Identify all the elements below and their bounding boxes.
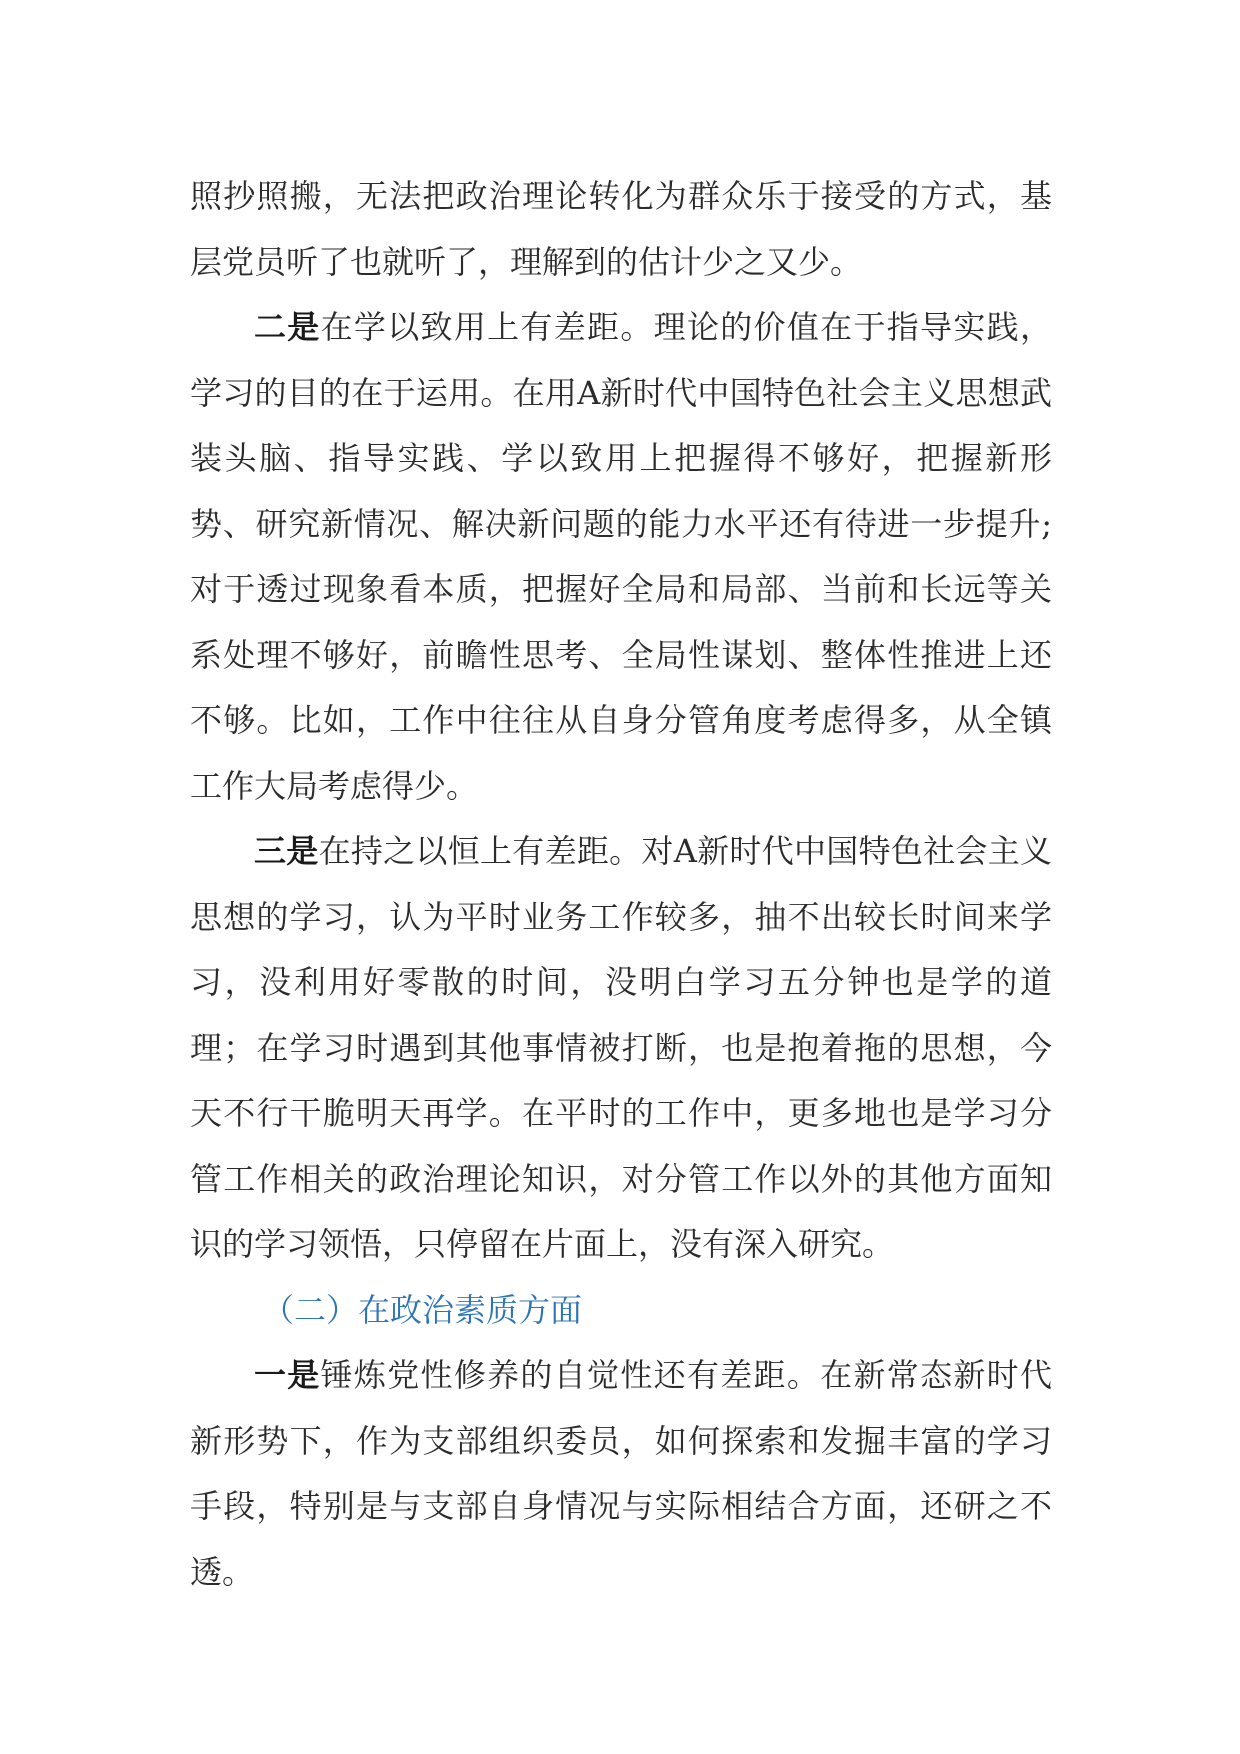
paragraph-lead: 一是 [254, 1356, 321, 1394]
paragraph-text: 照抄照搬，无法把政治理论转化为群众乐于接受的方式，基层党员听了也就听了，理解到的估计少之又少。 [190, 177, 1052, 281]
section-heading: （二）在政治素质方面 [262, 1290, 583, 1329]
document-body [190, 164, 1052, 1605]
paragraph-first-point [190, 1343, 1052, 1605]
paragraph-text: 在持之以恒上有差距。对A新时代中国特色社会主义思想的学习，认为平时业务工作较多，抽不出较长时间来学习，没利用好零散的时间，没明白学习五分钟也是学的道理；在学习时遇到其他事情被打断，也是抱着拖的思想，今天不行干脆明天再学。在平时的工作中，更多地也是学习分管工作相关的政治理论知识，对分管工作以外的其他方面知识的学习领悟，只停留在片面上，没有深入研究。 [190, 832, 1052, 1263]
paragraph-lead: 三是 [254, 832, 319, 870]
paragraph-second-point [190, 295, 1052, 819]
paragraph-text: 在学以致用上有差距。理论的价值在于指导实践，学习的目的在于运用。在用A新时代中国特色社会主义思想武装头脑、指导实践、学以致用上把握得不够好，把握新形势、研究新情况、解决新问题的能力水平还有待进一步提升;对于透过现象看本质，把握好全局和局部、当前和长远等关系处理不够好，前瞻性思考、全局性谋划、整体性推进上还不够。比如，工作中往往从自身分管角度考虑得多，从全镇工作大局考虑得少。 [190, 308, 1052, 805]
paragraph-text: 锤炼党性修养的自觉性还有差距。在新常态新时代新形势下，作为支部组织委员，如何探索和发掘丰富的学习手段，特别是与支部自身情况与实际相结合方面，还研之不透。 [190, 1356, 1052, 1591]
paragraph-third-point [190, 819, 1052, 1278]
paragraph-lead: 二是 [254, 308, 321, 346]
paragraph-continuation [190, 164, 1052, 295]
